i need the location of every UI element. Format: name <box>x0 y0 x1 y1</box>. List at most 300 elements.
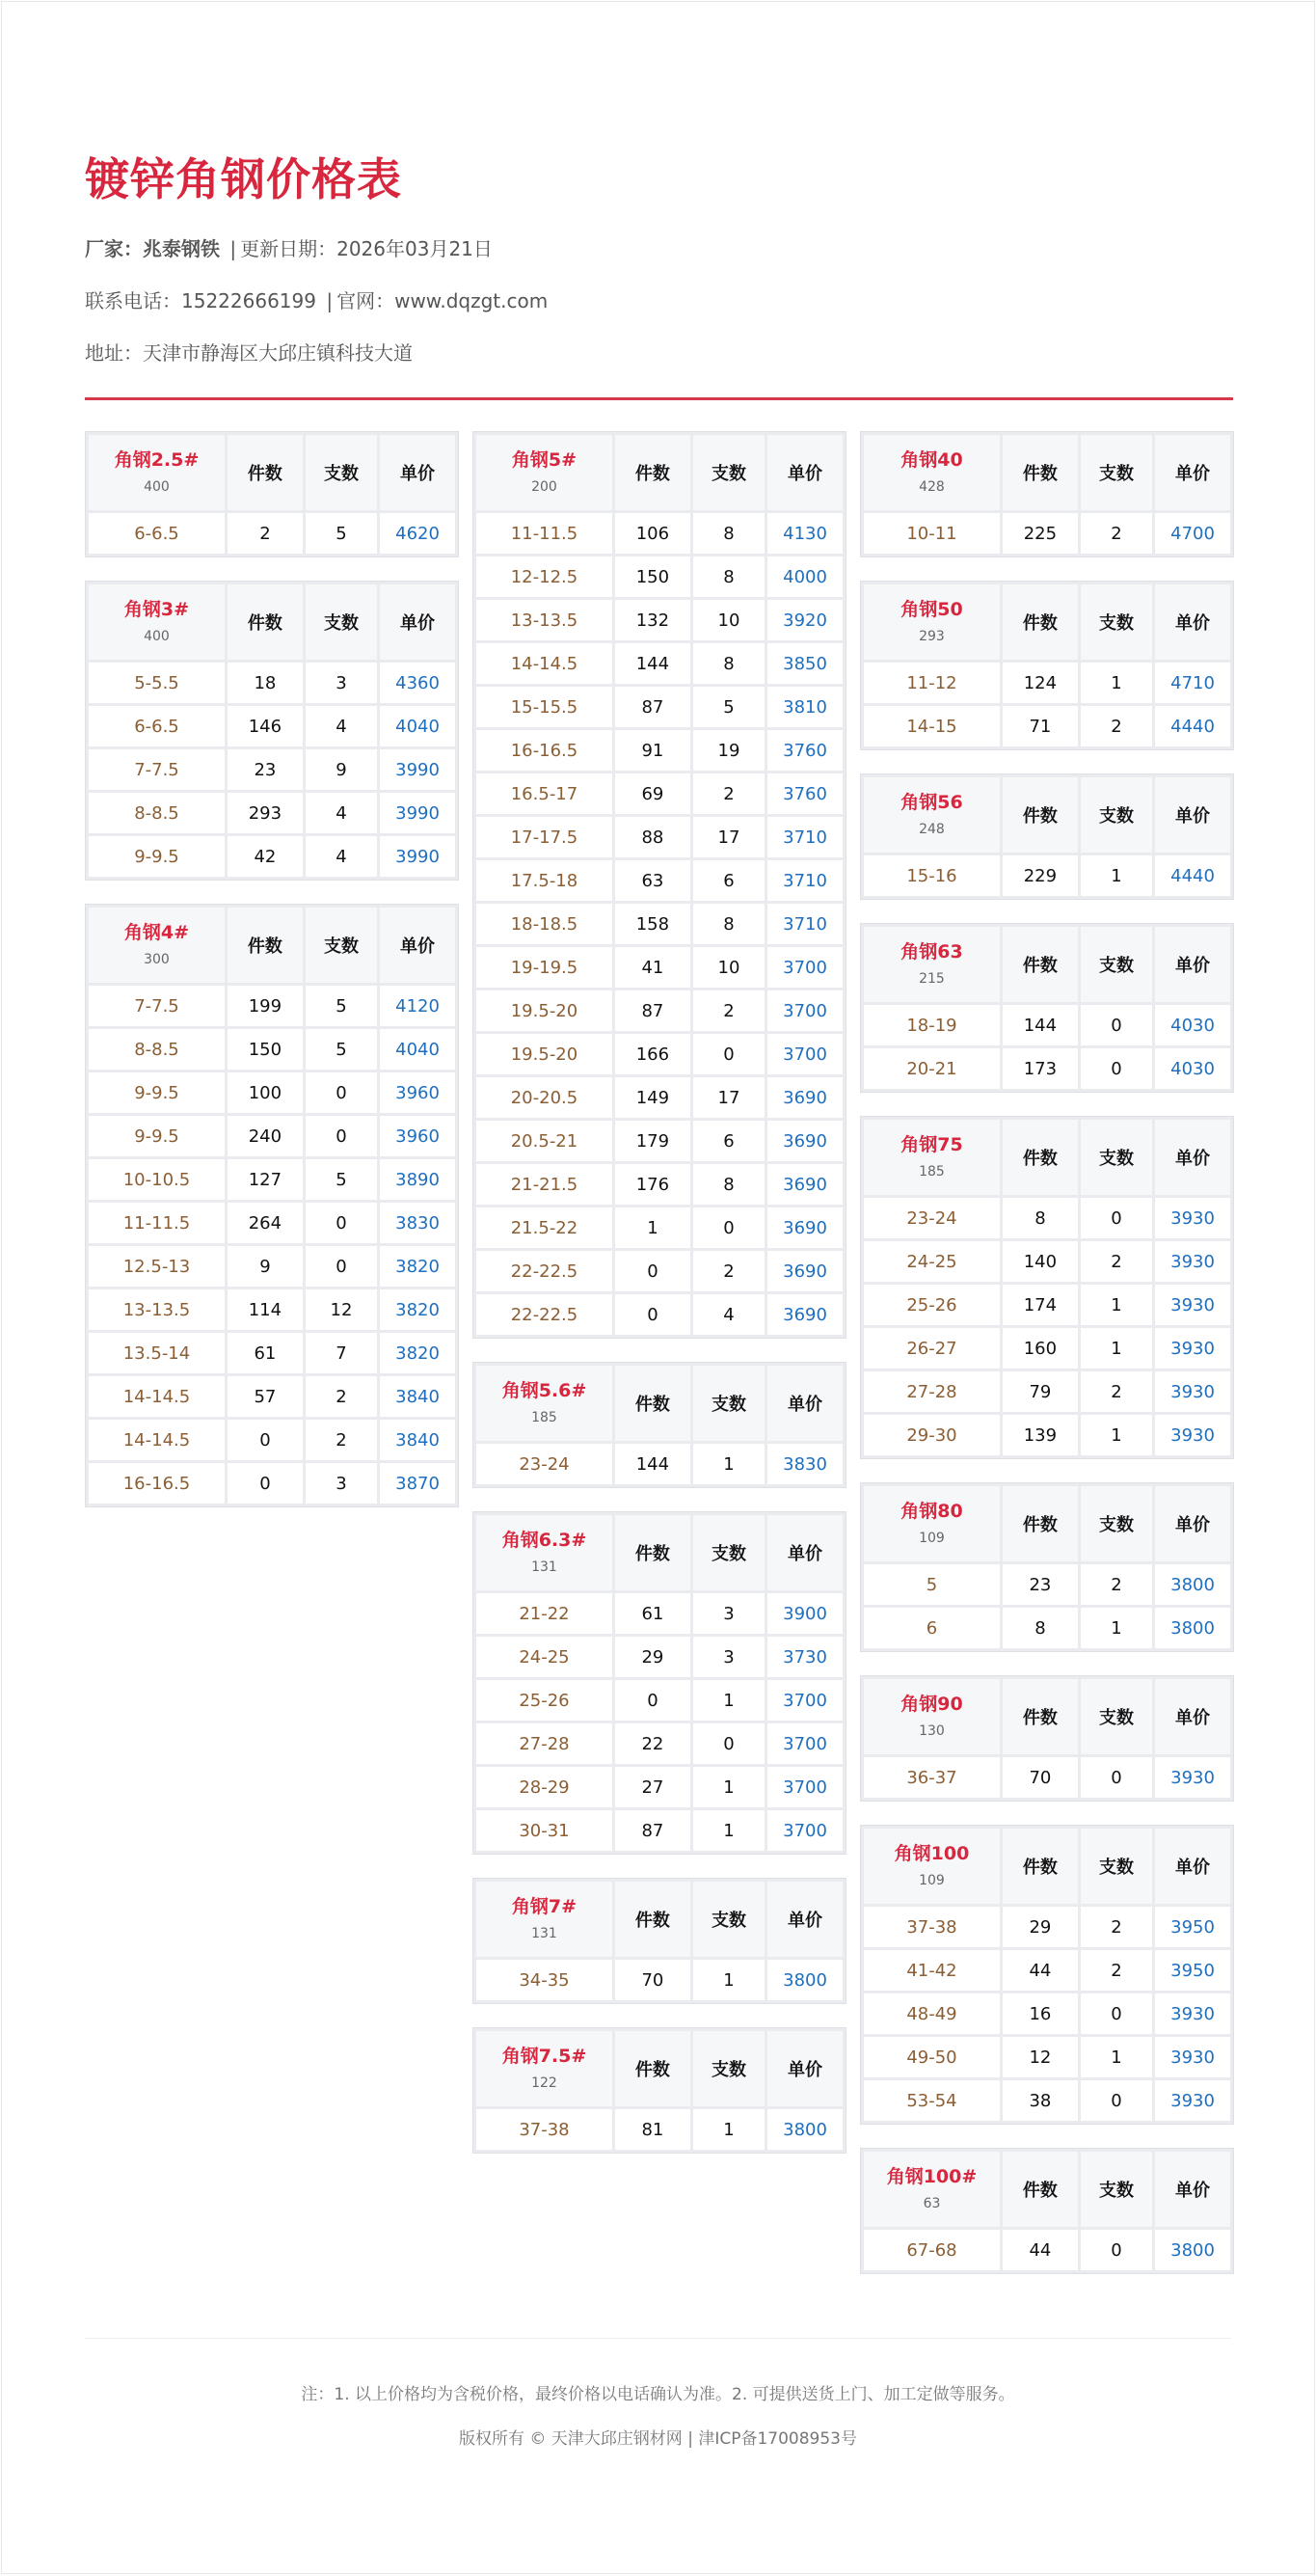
length-cell: 25-26 <box>476 1680 612 1721</box>
table-row <box>864 1005 1230 1045</box>
price-cell: 4130 <box>767 513 843 554</box>
qty-cell: 160 <box>1003 1328 1078 1369</box>
length-cell: 14-14.5 <box>476 643 612 684</box>
pcs-cell: 5 <box>306 513 377 554</box>
table-row <box>89 1246 455 1287</box>
length-cell: 14-14.5 <box>89 1376 225 1417</box>
manufacturer-label: 厂家： <box>85 237 143 260</box>
qty-header: 件数 <box>1003 584 1078 660</box>
qty-cell: 264 <box>228 1203 303 1243</box>
price-header: 单价 <box>767 2031 843 2106</box>
qty-cell: 79 <box>1003 1371 1078 1412</box>
qty-header: 件数 <box>1003 777 1078 853</box>
pcs-cell: 2 <box>1081 513 1152 554</box>
qty-header: 件数 <box>1003 927 1078 1002</box>
pcs-header: 支数 <box>1081 1120 1152 1195</box>
length-cell: 19-19.5 <box>476 947 612 988</box>
length-cell: 13.5-14 <box>89 1333 225 1373</box>
table-row <box>89 1072 455 1113</box>
table-row <box>89 1333 455 1373</box>
spec-weight: 109 <box>919 1873 945 1888</box>
page-footer <box>85 2338 1231 2451</box>
spec-weight: 428 <box>919 479 945 495</box>
price-cell: 4360 <box>380 663 455 703</box>
qty-cell: 124 <box>1003 663 1078 703</box>
pcs-cell: 0 <box>306 1203 377 1243</box>
qty-cell: 42 <box>228 836 303 877</box>
price-sheet-page <box>1 1 1315 2574</box>
pcs-cell: 1 <box>1081 1608 1152 1648</box>
pcs-cell: 3 <box>306 1463 377 1504</box>
spec-header-cell <box>476 1882 612 1957</box>
length-cell: 48-49 <box>864 1993 1000 2034</box>
pcs-cell: 1 <box>693 1810 765 1851</box>
pcs-cell: 2 <box>1081 1950 1152 1991</box>
length-cell: 26-27 <box>864 1328 1000 1369</box>
spec-price-table <box>472 2027 846 2154</box>
price-cell: 3800 <box>767 2109 843 2150</box>
length-cell: 9-9.5 <box>89 836 225 877</box>
spec-header-cell <box>89 584 225 660</box>
pcs-cell: 6 <box>693 860 765 901</box>
price-header: 单价 <box>380 908 455 983</box>
spec-price-table <box>860 773 1234 900</box>
contact-line <box>85 287 1231 314</box>
page-header <box>85 2 1231 400</box>
pcs-header: 支数 <box>306 584 377 660</box>
table-row <box>476 556 843 597</box>
length-cell: 5-5.5 <box>89 663 225 703</box>
length-cell: 67-68 <box>864 2230 1000 2270</box>
pcs-cell: 0 <box>306 1072 377 1113</box>
spec-name: 角钢90 <box>900 1694 963 1715</box>
price-cell: 3990 <box>380 749 455 790</box>
pcs-header: 支数 <box>1081 435 1152 510</box>
spec-price-table <box>472 1878 846 2004</box>
table-row <box>864 1757 1230 1798</box>
qty-cell: 8 <box>1003 1198 1078 1238</box>
price-cell: 3700 <box>767 1810 843 1851</box>
price-cell: 3950 <box>1155 1907 1230 1947</box>
spec-name: 角钢2.5# <box>114 449 200 471</box>
price-cell: 3930 <box>1155 1415 1230 1455</box>
pcs-header: 支数 <box>306 435 377 510</box>
price-cell: 3990 <box>380 836 455 877</box>
price-cell: 3730 <box>767 1637 843 1677</box>
spec-weight: 131 <box>531 1559 557 1575</box>
price-cell: 3990 <box>380 793 455 833</box>
footer-note: 注：1. 以上价格均为含税价格，最终价格以电话确认为准。2. 可提供送货上门、加工定做等服务。 <box>301 2385 1015 2404</box>
qty-cell: 61 <box>228 1333 303 1373</box>
price-cell: 3830 <box>380 1203 455 1243</box>
spec-price-table <box>860 923 1234 1093</box>
pcs-cell: 0 <box>1081 1048 1152 1089</box>
table-row <box>89 1159 455 1200</box>
qty-header: 件数 <box>228 435 303 510</box>
pcs-cell: 5 <box>306 1159 377 1200</box>
pcs-header: 支数 <box>693 2031 765 2106</box>
pcs-cell: 8 <box>693 643 765 684</box>
table-row <box>476 1637 843 1677</box>
pcs-cell: 4 <box>693 1294 765 1335</box>
qty-cell: 179 <box>615 1121 690 1161</box>
price-cell: 3690 <box>767 1251 843 1291</box>
pcs-cell: 5 <box>306 986 377 1026</box>
table-row <box>476 1723 843 1764</box>
table-row <box>864 1564 1230 1605</box>
spec-price-table <box>860 1675 1234 1802</box>
price-cell: 3700 <box>767 990 843 1031</box>
table-row <box>89 513 455 554</box>
price-cell: 4000 <box>767 556 843 597</box>
qty-cell: 144 <box>615 1444 690 1484</box>
qty-cell: 140 <box>1003 1241 1078 1282</box>
spec-name: 角钢7.5# <box>501 2046 587 2067</box>
length-cell: 13-13.5 <box>476 600 612 640</box>
pcs-cell: 2 <box>306 1420 377 1460</box>
price-cell: 3690 <box>767 1077 843 1118</box>
length-cell: 20.5-21 <box>476 1121 612 1161</box>
spec-name: 角钢7# <box>511 1896 577 1917</box>
column-1 <box>85 431 459 1507</box>
length-cell: 16-16.5 <box>476 730 612 771</box>
length-cell: 22-22.5 <box>476 1251 612 1291</box>
table-row <box>476 687 843 727</box>
table-header-row <box>476 2031 843 2106</box>
table-row <box>864 2080 1230 2121</box>
qty-cell: 16 <box>1003 1993 1078 2034</box>
pcs-cell: 17 <box>693 817 765 857</box>
spec-price-table <box>472 1362 846 1488</box>
price-cell: 3700 <box>767 1767 843 1807</box>
length-cell: 11-12 <box>864 663 1000 703</box>
price-cell: 4030 <box>1155 1005 1230 1045</box>
table-row <box>476 773 843 814</box>
qty-cell: 12 <box>1003 2037 1078 2077</box>
table-row <box>476 1251 843 1291</box>
pcs-cell: 8 <box>693 904 765 944</box>
price-cell: 3930 <box>1155 2037 1230 2077</box>
price-cell: 3700 <box>767 1680 843 1721</box>
table-row <box>864 1608 1230 1648</box>
pcs-cell: 3 <box>306 663 377 703</box>
qty-cell: 229 <box>1003 855 1078 896</box>
price-cell: 3920 <box>767 600 843 640</box>
price-cell: 3930 <box>1155 1285 1230 1325</box>
length-cell: 41-42 <box>864 1950 1000 1991</box>
qty-cell: 132 <box>615 600 690 640</box>
spec-header-cell <box>476 435 612 510</box>
price-cell: 3690 <box>767 1164 843 1205</box>
pcs-header: 支数 <box>306 908 377 983</box>
table-row <box>89 1463 455 1504</box>
price-cell: 3800 <box>1155 1564 1230 1605</box>
length-cell: 21.5-22 <box>476 1207 612 1248</box>
price-cell: 3710 <box>767 860 843 901</box>
header-divider <box>85 397 1233 400</box>
spec-header-cell <box>864 435 1000 510</box>
spec-name: 角钢6.3# <box>501 1530 587 1551</box>
pcs-cell: 0 <box>1081 2230 1152 2270</box>
qty-cell: 166 <box>615 1034 690 1074</box>
pcs-cell: 5 <box>693 687 765 727</box>
table-row <box>476 643 843 684</box>
qty-cell: 149 <box>615 1077 690 1118</box>
qty-header: 件数 <box>615 2031 690 2106</box>
pcs-cell: 0 <box>306 1246 377 1287</box>
table-row <box>864 1241 1230 1282</box>
qty-cell: 100 <box>228 1072 303 1113</box>
spec-name: 角钢56 <box>900 792 963 813</box>
spec-name: 角钢100# <box>886 2166 978 2187</box>
qty-cell: 0 <box>615 1294 690 1335</box>
table-row <box>476 2109 843 2150</box>
pcs-cell: 0 <box>693 1207 765 1248</box>
spec-weight: 122 <box>531 2075 557 2091</box>
qty-cell: 69 <box>615 773 690 814</box>
length-cell: 27-28 <box>864 1371 1000 1412</box>
price-cell: 3690 <box>767 1294 843 1335</box>
pcs-cell: 4 <box>306 836 377 877</box>
price-cell: 3700 <box>767 1034 843 1074</box>
pcs-cell: 7 <box>306 1333 377 1373</box>
length-cell: 20-21 <box>864 1048 1000 1089</box>
table-row <box>476 860 843 901</box>
qty-cell: 150 <box>615 556 690 597</box>
price-cell: 3950 <box>1155 1950 1230 1991</box>
pcs-cell: 4 <box>306 793 377 833</box>
length-cell: 23-24 <box>864 1198 1000 1238</box>
pcs-cell: 1 <box>1081 855 1152 896</box>
table-row <box>476 1294 843 1335</box>
length-cell: 37-38 <box>476 2109 612 2150</box>
price-header: 单价 <box>1155 1679 1230 1754</box>
length-cell: 34-35 <box>476 1960 612 2000</box>
length-cell: 24-25 <box>864 1241 1000 1282</box>
separator: | <box>326 289 334 312</box>
table-row <box>864 1371 1230 1412</box>
qty-cell: 70 <box>615 1960 690 2000</box>
update-date: 2026年03月21日 <box>336 237 493 260</box>
length-cell: 5 <box>864 1564 1000 1605</box>
table-row <box>89 986 455 1026</box>
table-row <box>476 990 843 1031</box>
qty-header: 件数 <box>228 584 303 660</box>
price-cell: 4440 <box>1155 855 1230 896</box>
length-cell: 27-28 <box>476 1723 612 1764</box>
table-row <box>864 1950 1230 1991</box>
qty-cell: 87 <box>615 990 690 1031</box>
pcs-cell: 3 <box>693 1593 765 1634</box>
pcs-cell: 6 <box>693 1121 765 1161</box>
pcs-cell: 0 <box>1081 1757 1152 1798</box>
table-row <box>476 947 843 988</box>
address-label: 地址： <box>85 341 143 365</box>
price-cell: 3800 <box>1155 1608 1230 1648</box>
table-row <box>864 1415 1230 1455</box>
table-row <box>89 793 455 833</box>
table-row <box>89 1420 455 1460</box>
spec-weight: 63 <box>923 2196 941 2211</box>
spec-name: 角钢63 <box>900 941 963 963</box>
spec-weight: 200 <box>531 479 557 495</box>
qty-header: 件数 <box>228 908 303 983</box>
length-cell: 17.5-18 <box>476 860 612 901</box>
price-cell: 3960 <box>380 1116 455 1156</box>
pcs-cell: 1 <box>1081 1328 1152 1369</box>
price-cell: 3820 <box>380 1246 455 1287</box>
table-row <box>476 1207 843 1248</box>
price-cell: 3930 <box>1155 1993 1230 2034</box>
spec-header-cell <box>89 908 225 983</box>
spec-name: 角钢3# <box>123 599 190 620</box>
spec-price-table <box>860 2148 1234 2274</box>
spec-price-table <box>472 431 846 1339</box>
qty-cell: 9 <box>228 1246 303 1287</box>
price-header: 单价 <box>767 1366 843 1441</box>
pcs-cell: 19 <box>693 730 765 771</box>
price-cell: 3870 <box>380 1463 455 1504</box>
pcs-cell: 0 <box>1081 1198 1152 1238</box>
spec-header-cell <box>864 1486 1000 1561</box>
qty-cell: 44 <box>1003 2230 1078 2270</box>
table-row <box>89 1203 455 1243</box>
qty-header: 件数 <box>1003 1120 1078 1195</box>
pcs-cell: 2 <box>1081 1564 1152 1605</box>
pcs-header: 支数 <box>693 435 765 510</box>
table-header-row <box>476 1366 843 1441</box>
qty-cell: 150 <box>228 1029 303 1070</box>
spec-name: 角钢5.6# <box>501 1380 587 1401</box>
length-cell: 6-6.5 <box>89 706 225 746</box>
price-cell: 3820 <box>380 1289 455 1330</box>
price-cell: 4040 <box>380 706 455 746</box>
qty-cell: 240 <box>228 1116 303 1156</box>
spec-price-table <box>860 1825 1234 2125</box>
qty-header: 件数 <box>615 1515 690 1590</box>
length-cell: 21-22 <box>476 1593 612 1634</box>
table-header-row <box>476 435 843 510</box>
spec-header-cell <box>864 584 1000 660</box>
length-cell: 23-24 <box>476 1444 612 1484</box>
price-header: 单价 <box>767 1515 843 1590</box>
pcs-header: 支数 <box>1081 584 1152 660</box>
qty-cell: 71 <box>1003 706 1078 746</box>
price-cell: 4440 <box>1155 706 1230 746</box>
table-row <box>476 1767 843 1807</box>
price-cell: 3690 <box>767 1207 843 1248</box>
price-cell: 3710 <box>767 817 843 857</box>
length-cell: 53-54 <box>864 2080 1000 2121</box>
pcs-cell: 2 <box>1081 1371 1152 1412</box>
pcs-cell: 2 <box>693 990 765 1031</box>
pcs-cell: 3 <box>693 1637 765 1677</box>
table-row <box>89 749 455 790</box>
qty-cell: 70 <box>1003 1757 1078 1798</box>
table-row <box>476 817 843 857</box>
spec-header-cell <box>864 927 1000 1002</box>
spec-price-table <box>85 581 459 881</box>
pcs-header: 支数 <box>1081 2152 1152 2227</box>
table-row <box>476 1810 843 1851</box>
spec-header-cell <box>864 777 1000 853</box>
length-cell: 36-37 <box>864 1757 1000 1798</box>
table-row <box>476 1164 843 1205</box>
spec-weight: 248 <box>919 822 945 837</box>
footer-copyright: 版权所有 © 天津大邱庄钢材网 | 津ICP备17008953号 <box>458 2429 857 2449</box>
pcs-cell: 1 <box>693 2109 765 2150</box>
qty-header: 件数 <box>1003 2152 1078 2227</box>
price-cell: 3800 <box>767 1960 843 2000</box>
qty-header: 件数 <box>1003 1486 1078 1561</box>
length-cell: 16-16.5 <box>89 1463 225 1504</box>
length-cell: 7-7.5 <box>89 749 225 790</box>
price-cell: 3840 <box>380 1420 455 1460</box>
price-cell: 3960 <box>380 1072 455 1113</box>
qty-cell: 199 <box>228 986 303 1026</box>
spec-price-table <box>860 1482 1234 1652</box>
spec-header-cell <box>476 1515 612 1590</box>
price-cell: 3930 <box>1155 1371 1230 1412</box>
price-header: 单价 <box>767 1882 843 1957</box>
pcs-header: 支数 <box>693 1882 765 1957</box>
pcs-cell: 1 <box>693 1680 765 1721</box>
length-cell: 10-11 <box>864 513 1000 554</box>
qty-cell: 2 <box>228 513 303 554</box>
qty-cell: 127 <box>228 1159 303 1200</box>
length-cell: 15-16 <box>864 855 1000 896</box>
qty-header: 件数 <box>1003 435 1078 510</box>
price-header: 单价 <box>1155 777 1230 853</box>
table-row <box>476 1121 843 1161</box>
pcs-cell: 2 <box>1081 706 1152 746</box>
table-row <box>864 1048 1230 1089</box>
price-cell: 3850 <box>767 643 843 684</box>
spec-weight: 185 <box>919 1164 945 1180</box>
phone-number: 15222666199 <box>181 289 316 312</box>
price-header: 单价 <box>1155 1486 1230 1561</box>
pcs-cell: 10 <box>693 947 765 988</box>
pcs-cell: 9 <box>306 749 377 790</box>
spec-name: 角钢80 <box>900 1501 963 1522</box>
length-cell: 14-15 <box>864 706 1000 746</box>
qty-header: 件数 <box>615 1882 690 1957</box>
table-row <box>864 663 1230 703</box>
spec-name: 角钢4# <box>123 922 190 943</box>
spec-header-cell <box>89 435 225 510</box>
price-cell: 3900 <box>767 1593 843 1634</box>
qty-cell: 293 <box>228 793 303 833</box>
spec-header-cell <box>864 1829 1000 1904</box>
table-header-row <box>864 1486 1230 1561</box>
spec-weight: 400 <box>144 629 170 644</box>
qty-cell: 22 <box>615 1723 690 1764</box>
length-cell: 7-7.5 <box>89 986 225 1026</box>
address-value: 天津市静海区大邱庄镇科技大道 <box>143 341 413 365</box>
column-3 <box>860 431 1234 2274</box>
qty-cell: 114 <box>228 1289 303 1330</box>
table-row <box>864 1198 1230 1238</box>
length-cell: 15-15.5 <box>476 687 612 727</box>
pcs-cell: 0 <box>1081 1993 1152 2034</box>
price-cell: 3930 <box>1155 2080 1230 2121</box>
price-cell: 3840 <box>380 1376 455 1417</box>
table-header-row <box>89 435 455 510</box>
website-link[interactable]: www.dqzgt.com <box>394 289 549 312</box>
qty-cell: 61 <box>615 1593 690 1634</box>
table-header-row <box>89 908 455 983</box>
qty-cell: 63 <box>615 860 690 901</box>
